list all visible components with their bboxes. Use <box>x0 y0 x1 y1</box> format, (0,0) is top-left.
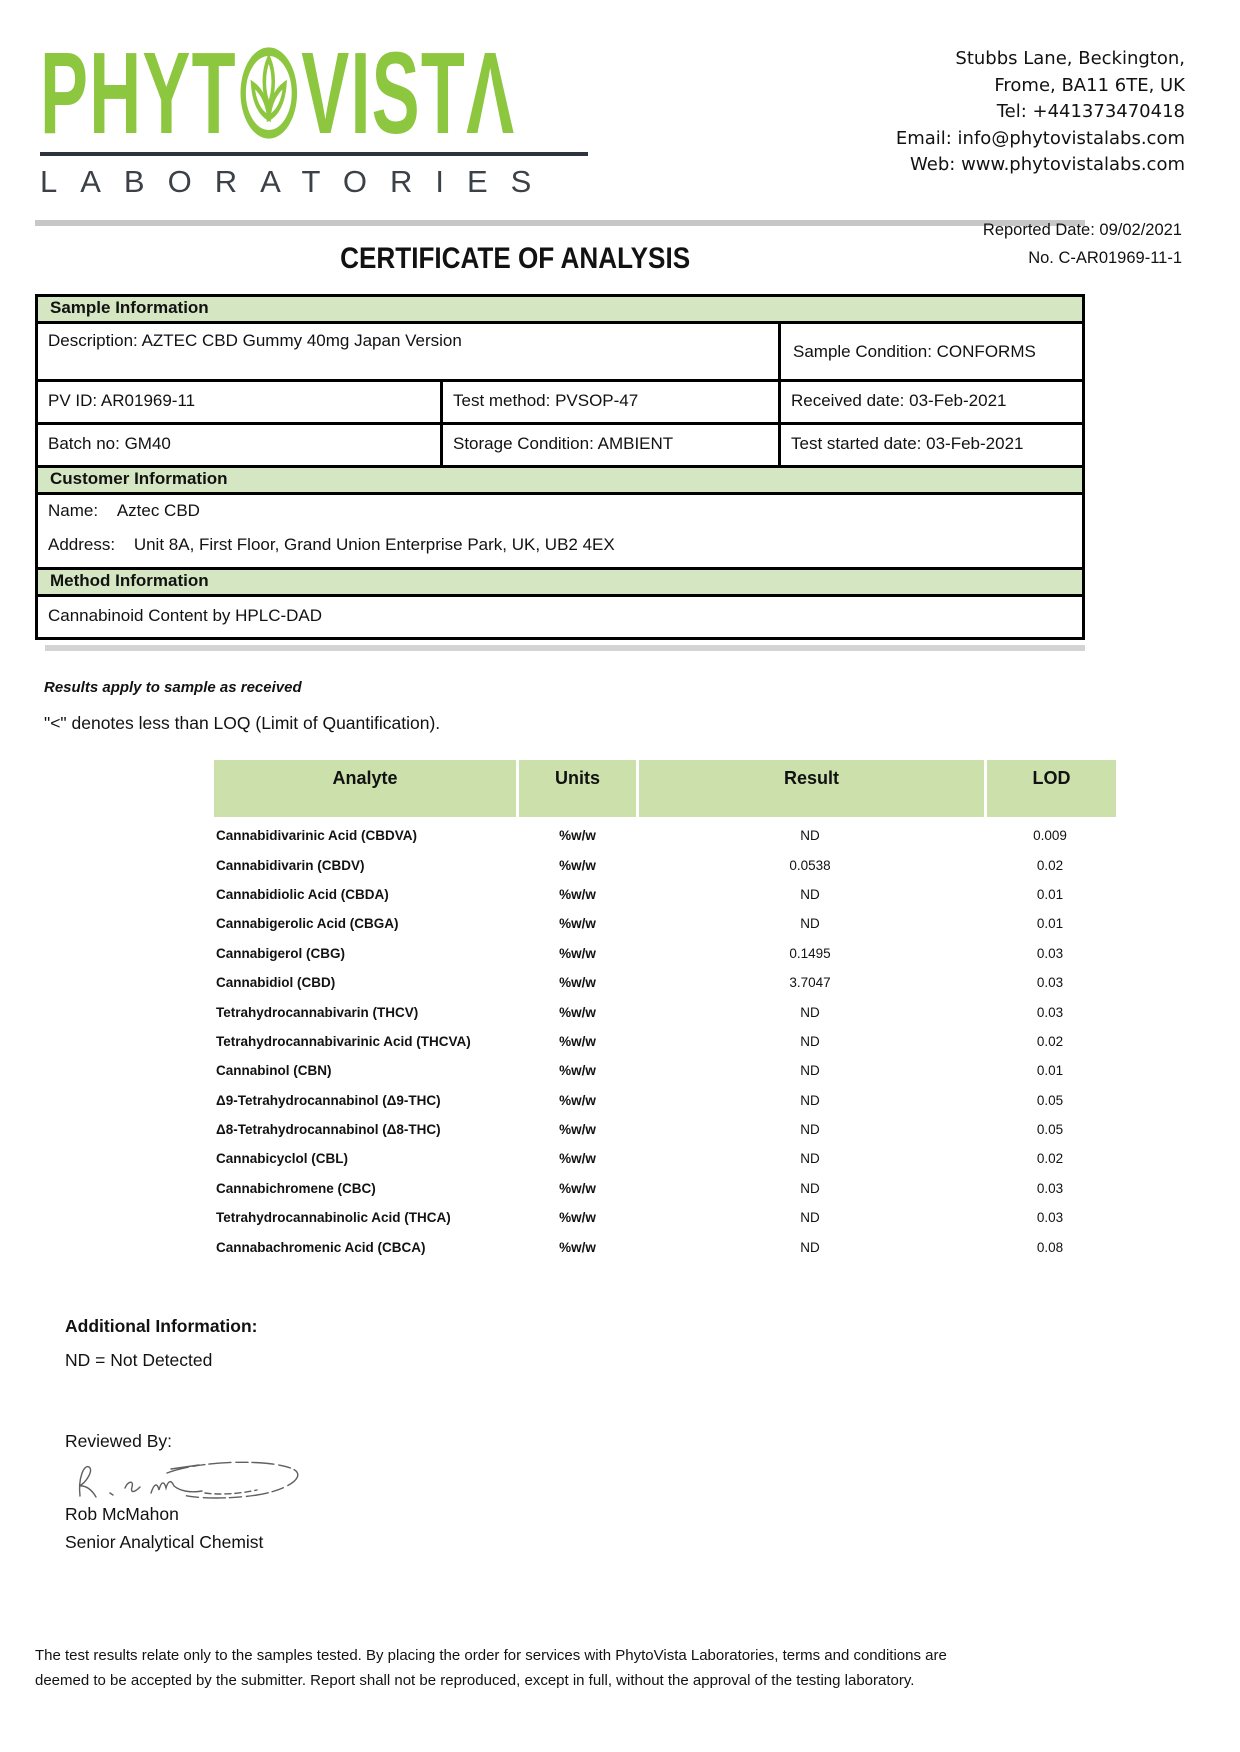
storage-condition-label: Storage Condition: <box>453 434 594 453</box>
lod-cell: 0.009 <box>1033 828 1067 844</box>
received-date-field <box>778 382 1082 422</box>
customer-address-value: Unit 8A, First Floor, Grand Union Enterprise Park, UK, UB2 4EX <box>133 535 615 554</box>
test-method-field <box>440 382 778 422</box>
analyte-cell: Δ8-Tetrahydrocannabinol (Δ8-THC) <box>216 1122 441 1138</box>
analyte-cell: Tetrahydrocannabivarinic Acid (THCVA) <box>216 1033 471 1049</box>
contact-email: Email: info@phytovistalabs.com <box>895 127 1185 149</box>
analyte-cell: Δ9-Tetrahydrocannabinol (Δ9-THC) <box>216 1092 441 1108</box>
test-started-value: 03-Feb-2021 <box>926 434 1024 453</box>
loq-note: "<" denotes less than LOQ (Limit of Quantification). <box>44 713 441 733</box>
units-cell: %w/w <box>559 886 596 902</box>
lod-cell: 0.03 <box>1036 1210 1064 1226</box>
table-row <box>214 880 1116 909</box>
batch-no-value: GM40 <box>124 434 171 453</box>
test-started-field <box>778 425 1082 465</box>
lod-cell: 0.03 <box>1036 1004 1064 1020</box>
contact-web: Web: www.phytovistalabs.com <box>910 154 1185 175</box>
test-started-label: Test started date: <box>791 434 922 453</box>
analyte-cell: Cannabicyclol (CBL) <box>216 1151 349 1167</box>
lod-cell: 0.02 <box>1036 1151 1064 1167</box>
column-header-units: Units <box>519 760 636 817</box>
lab-contact-block <box>896 46 1185 179</box>
units-cell: %w/w <box>559 857 596 873</box>
nd-note: ND = Not Detected <box>65 1349 213 1370</box>
description-value: AZTEC CBD Gummy 40mg Japan Version <box>141 331 462 350</box>
customer-address-field <box>48 535 1072 555</box>
lod-cell: 0.01 <box>1036 916 1064 932</box>
lod-cell: 0.03 <box>1036 975 1064 991</box>
analyte-cell: Cannabigerolic Acid (CBGA) <box>216 916 399 932</box>
description-row <box>38 324 1082 379</box>
pv-id-field <box>38 382 440 422</box>
additional-information-title: Additional Information: <box>65 1315 258 1336</box>
storage-condition-field <box>440 425 778 465</box>
contact-address-line2: Frome, BA11 6TE, UK <box>994 74 1185 96</box>
pv-id-label: PV ID: <box>48 391 98 410</box>
contact-address-line1: Stubbs Lane, Beckington, <box>955 48 1185 69</box>
analyte-cell: Cannabidivarin (CBDV) <box>216 857 365 873</box>
result-cell: ND <box>800 1210 820 1226</box>
table-row <box>214 1144 1116 1173</box>
test-method-value: PVSOP-47 <box>555 391 639 410</box>
test-method-label: Test method: <box>453 391 551 410</box>
table-row <box>214 821 1116 850</box>
lod-cell: 0.02 <box>1036 857 1064 873</box>
footer-line-1: The test results relate only to the samples tested. By placing the order for services with PhytoVista Laboratories, terms and conditions are <box>35 1647 947 1664</box>
lod-cell: 0.01 <box>1036 1063 1064 1079</box>
analyte-cell: Cannabichromene (CBC) <box>216 1180 376 1196</box>
logo-text-a: Λ <box>466 28 516 158</box>
units-cell: %w/w <box>559 1239 596 1255</box>
reviewer-title: Senior Analytical Chemist <box>65 1531 264 1552</box>
logo-subtitle: LABORATORIES <box>40 164 555 199</box>
title-row <box>35 242 995 286</box>
sample-condition-field <box>778 324 1082 379</box>
table-row <box>214 1086 1116 1115</box>
table-row <box>214 1203 1116 1232</box>
signature-scribble <box>71 1456 306 1502</box>
results-table-body <box>214 821 1116 1262</box>
analyte-cell: Cannabidivarinic Acid (CBDVA) <box>216 828 418 844</box>
report-number-label: No. <box>1028 249 1054 267</box>
results-table <box>214 760 1116 1262</box>
table-row <box>214 1115 1116 1144</box>
lod-cell: 0.05 <box>1036 1092 1064 1108</box>
description-label: Description: <box>48 331 138 350</box>
lod-cell: 0.01 <box>1036 886 1064 902</box>
footer-line-2: deemed to be accepted by the submitter. Report shall not be reproduced, except in full, without the approval of the testing laboratory. <box>35 1672 915 1689</box>
sample-row-2 <box>38 422 1082 465</box>
result-cell: ND <box>800 916 820 932</box>
customer-name-field <box>48 501 1072 521</box>
reported-date-value: 09/02/2021 <box>1099 221 1182 239</box>
result-cell: 0.0538 <box>789 857 831 873</box>
received-date-label: Received date: <box>791 391 905 410</box>
result-cell: ND <box>800 1092 820 1108</box>
results-table-header <box>214 760 1116 817</box>
info-table-shadow-rule <box>45 645 1085 651</box>
contact-tel: Tel: +441373470418 <box>996 101 1185 122</box>
lod-cell: 0.02 <box>1036 1033 1064 1049</box>
method-value: Cannabinoid Content by HPLC-DAD <box>48 606 323 625</box>
result-cell: 0.1495 <box>789 945 831 961</box>
description-field <box>38 324 778 379</box>
units-cell: %w/w <box>559 1151 596 1167</box>
analyte-cell: Cannabigerol (CBG) <box>216 945 346 961</box>
report-number <box>983 244 1182 272</box>
batch-no-label: Batch no: <box>48 434 120 453</box>
units-cell: %w/w <box>559 1004 596 1020</box>
result-cell: ND <box>800 1239 820 1255</box>
reviewed-by-label: Reviewed By: <box>65 1430 172 1451</box>
table-row <box>214 909 1116 938</box>
units-cell: %w/w <box>559 975 596 991</box>
sample-condition-label: Sample Condition: <box>793 341 932 361</box>
analyte-cell: Tetrahydrocannabivarin (THCV) <box>216 1004 419 1020</box>
reported-date-label: Reported Date: <box>982 221 1095 239</box>
sample-information-header: Sample Information <box>38 297 1082 324</box>
result-cell: ND <box>800 886 820 902</box>
sample-row-1 <box>38 379 1082 422</box>
lod-cell: 0.05 <box>1036 1122 1064 1138</box>
result-cell: ND <box>800 1004 820 1020</box>
column-header-result: Result <box>639 760 984 817</box>
column-header-lod: LOD <box>987 760 1116 817</box>
result-cell: ND <box>800 1151 820 1167</box>
lod-cell: 0.03 <box>1036 1180 1064 1196</box>
table-row <box>214 1027 1116 1056</box>
result-cell: ND <box>800 828 820 844</box>
units-cell: %w/w <box>559 1033 596 1049</box>
column-header-analyte: Analyte <box>214 760 516 817</box>
result-cell: ND <box>800 1180 820 1196</box>
units-cell: %w/w <box>559 828 596 844</box>
reported-date <box>983 216 1182 244</box>
pv-id-value: AR01969-11 <box>100 391 196 410</box>
table-row <box>214 939 1116 968</box>
result-cell: 3.7047 <box>789 975 831 991</box>
units-cell: %w/w <box>559 916 596 932</box>
result-cell: ND <box>800 1033 820 1049</box>
analyte-cell: Cannabidiol (CBD) <box>216 975 336 991</box>
customer-information-header: Customer Information <box>38 465 1082 495</box>
logo-text-phyt: PHYT <box>40 28 237 158</box>
units-cell: %w/w <box>559 1210 596 1226</box>
analyte-cell: Cannabidiolic Acid (CBDA) <box>216 886 389 902</box>
units-cell: %w/w <box>559 1180 596 1196</box>
page-title: CERTIFICATE OF ANALYSIS <box>340 242 690 275</box>
table-row <box>214 1174 1116 1203</box>
reviewer-name: Rob McMahon <box>65 1503 179 1524</box>
results-apply-note: Results apply to sample as received <box>44 679 302 696</box>
table-row <box>214 997 1116 1026</box>
lod-cell: 0.03 <box>1036 945 1064 961</box>
storage-condition-value: AMBIENT <box>597 434 674 453</box>
method-information-header: Method Information <box>38 567 1082 597</box>
leaf-emblem-icon <box>239 44 299 142</box>
units-cell: %w/w <box>559 945 596 961</box>
table-row <box>214 850 1116 879</box>
received-date-value: 03-Feb-2021 <box>909 391 1007 410</box>
report-number-value: C-AR01969-11-1 <box>1058 249 1182 267</box>
result-cell: ND <box>800 1063 820 1079</box>
header-shadow-rule <box>35 220 1085 226</box>
analyte-cell: Cannabinol (CBN) <box>216 1063 332 1079</box>
info-table <box>35 294 1085 640</box>
footer-disclaimer <box>35 1643 1045 1693</box>
table-row <box>214 1232 1116 1261</box>
batch-no-field <box>38 425 440 465</box>
logo-text-vist: VIST <box>301 28 467 158</box>
table-row <box>214 1056 1116 1085</box>
customer-name-value: Aztec CBD <box>116 501 200 520</box>
units-cell: %w/w <box>559 1122 596 1138</box>
lod-cell: 0.08 <box>1036 1239 1064 1255</box>
phytovista-logo <box>40 28 784 158</box>
units-cell: %w/w <box>559 1063 596 1079</box>
table-row <box>214 968 1116 997</box>
customer-address-label: Address: <box>48 535 116 554</box>
analyte-cell: Cannabachromenic Acid (CBCA) <box>216 1239 426 1255</box>
customer-name-label: Name: <box>48 501 99 520</box>
report-meta <box>983 216 1182 272</box>
sample-condition-value: CONFORMS <box>936 341 1036 361</box>
additional-information <box>65 1316 1240 1371</box>
result-cell: ND <box>800 1122 820 1138</box>
review-block <box>65 1431 1240 1553</box>
analyte-cell: Tetrahydrocannabinolic Acid (THCA) <box>216 1210 451 1226</box>
sample-condition-text <box>793 342 1036 362</box>
customer-info-cell <box>38 495 1082 567</box>
units-cell: %w/w <box>559 1092 596 1108</box>
